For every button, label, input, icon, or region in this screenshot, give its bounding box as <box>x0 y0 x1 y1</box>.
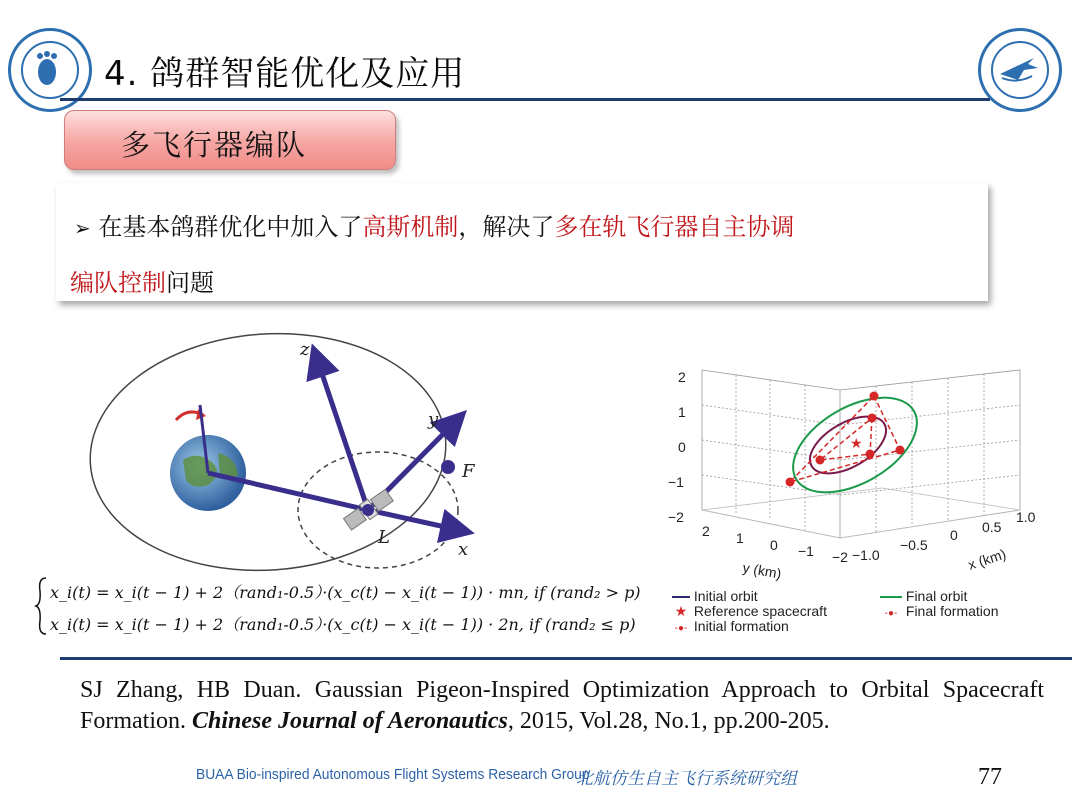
footer-group-name: BUAA Bio-inspired Autonomous Flight Systems Research Group <box>196 766 590 783</box>
axis-z <box>314 350 368 510</box>
z-tick-2: 0 <box>678 439 686 455</box>
bullet-text-prefix: 在基本鸽群优化中加入了 <box>98 213 363 241</box>
y-tick-1: 1 <box>736 530 744 546</box>
bullet-text-mid: ，解决了 <box>458 213 555 241</box>
reference-star-icon: ★ <box>850 436 863 452</box>
section-tag-label: 多飞行器编队 <box>121 128 308 162</box>
x-tick-3: 0.5 <box>982 519 1002 535</box>
legend-final-formation: -●- Final formation <box>884 603 999 619</box>
label-y: y <box>428 409 439 430</box>
page-title: 4. 鸽群智能优化及应用 <box>104 54 466 94</box>
z-tick-0: 2 <box>678 369 686 385</box>
citation-authors-title: SJ Zhang, HB Duan. Gaussian Pigeon-Inspired Optimization Approach to Orbital Spacecraft Formation. <box>80 677 1044 734</box>
formation-control-text: 编队控制 <box>70 269 166 297</box>
x-tick-0: −1.0 <box>852 547 880 563</box>
label-z: z <box>300 339 310 360</box>
equation-line-1: x_i(t) = x_i(t − 1) + 2（rand₁-0.5）·(x_c(t) − x_i(t − 1)) · mn, if (rand₂ > p) <box>50 583 641 602</box>
label-x: x <box>458 539 469 560</box>
z-tick-4: −2 <box>668 509 684 525</box>
y-tick-4: −2 <box>832 549 848 565</box>
x-axis-label: x (km) <box>965 545 1008 573</box>
label-F: F <box>462 461 475 482</box>
x-tick-2: 0 <box>950 527 958 543</box>
brace-icon <box>34 576 48 636</box>
page-number: 77 <box>978 764 1002 790</box>
legend-initial-orbit: Initial orbit <box>672 588 758 604</box>
reference-divider <box>60 657 1072 660</box>
footprint-icon <box>8 28 86 106</box>
y-tick-2: 0 <box>770 537 778 553</box>
spacecraft-coordination-text: 多在轨飞行器自主协调 <box>554 213 795 241</box>
orbit-diagram <box>88 325 508 575</box>
x-tick-1: −0.5 <box>900 537 928 553</box>
legend-final-orbit: Final orbit <box>880 588 967 604</box>
bullet-arrow-icon: ➢ <box>74 216 91 240</box>
legend-initial-formation: -●- Initial formation <box>674 618 789 634</box>
follower-point <box>441 460 455 474</box>
y-tick-3: −1 <box>798 543 814 559</box>
bullet-text-suffix: 问题 <box>166 269 214 297</box>
header-divider <box>60 98 990 101</box>
y-axis-label: y (km) <box>741 559 783 582</box>
plane-emblem-icon <box>978 28 1056 106</box>
label-L: L <box>378 527 390 548</box>
z-tick-1: 1 <box>678 404 686 420</box>
footer-group-name-cn: 北航仿生自主飞行系统研究组 <box>576 769 797 789</box>
reference-orbit <box>88 325 454 575</box>
equation-line-2: x_i(t) = x_i(t − 1) + 2（rand₁-0.5）·(x_c(t) − x_i(t − 1)) · 2n, if (rand₂ ≤ p) <box>50 615 636 634</box>
gaussian-mechanism-text: 高斯机制 <box>362 213 459 241</box>
citation-journal: Chinese Journal of Aeronautics <box>192 708 508 734</box>
citation-details: , 2015, Vol.28, No.1, pp.200-205. <box>507 708 830 734</box>
y-tick-0: 2 <box>702 523 710 539</box>
section-tag <box>64 110 396 170</box>
citation <box>80 675 1044 737</box>
z-tick-3: −1 <box>668 474 684 490</box>
university-logo <box>978 28 1062 112</box>
bullet-box <box>56 183 988 301</box>
x-tick-4: 1.0 <box>1016 509 1036 525</box>
bullet-line-2 <box>70 263 214 298</box>
bullet-line-1 <box>74 207 794 242</box>
legend-reference: ★ Reference spacecraft <box>674 603 827 619</box>
